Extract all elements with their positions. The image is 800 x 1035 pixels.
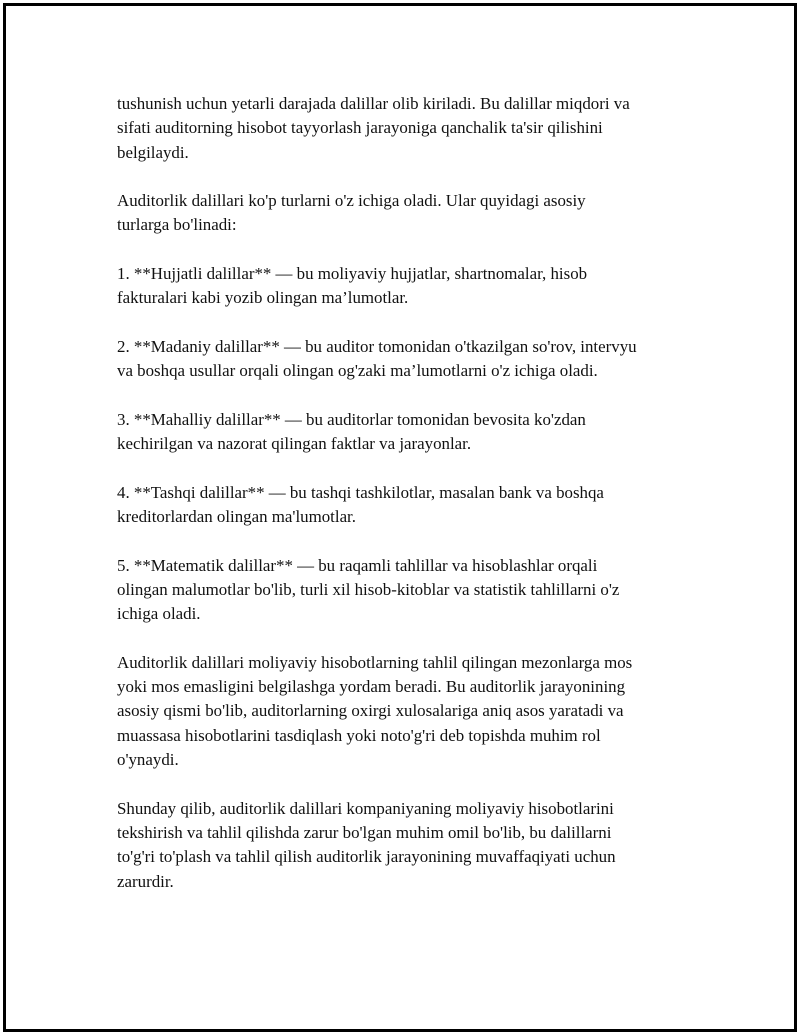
list-item-local-evidence: 3. **Mahalliy dalillar** — bu auditorlar tomonidan bevosita ko'zdan kechirilgan va nazorat qilingan faktlar va jarayonlar. <box>117 409 586 454</box>
list-item-cultural-evidence: 2. **Madaniy dalillar** — bu auditor tomonidan o'tkazilgan so'rov, intervyu va boshqa usullar orqali olingan og'zaki ma’lumotlarni o'z ichiga oladi. <box>117 336 637 381</box>
list-item-external-evidence: 4. **Tashqi dalillar** — bu tashqi tashkilotlar, masalan bank va boshqa kreditorlardan olingan ma'lumotlar. <box>117 482 604 527</box>
list-item-documentary-evidence: 1. **Hujjatli dalillar** — bu moliyaviy hujjatlar, shartnomalar, hisob fakturalari kabi yozib olingan ma’lumotlar. <box>117 264 588 308</box>
list-item-mathematical-evidence: 5. **Matematik dalillar** — bu raqamli tahlillar va hisoblashlar orqali olingan malumotlar bo'lib, turli xil hisob-kitoblar va statistik tahlillarni o'z ichiga oladi. <box>117 555 620 624</box>
paragraph-intro-continuation: tushunish uchun yetarli darajada dalillar olib kiriladi. Bu dalillar miqdori va sifati auditorning hisobot tayyorlash jarayoniga qanchalik ta'sir qilishini belgilaydi. <box>117 94 630 162</box>
document-body <box>117 92 697 894</box>
paragraph-evidence-role: Auditorlik dalillari moliyaviy hisobotlarning tahlil qilingan mezonlarga mos yoki mos emasligini belgilashga yordam beradi. Bu auditorlik jarayonining asosiy qismi bo'lib, auditorlarning oxirgi xulosalariga aniq asos yaratadi va muassasa hisobotlarini tasdiqlash yoki noto'g'ri deb topishda muhim rol o'ynaydi. <box>117 652 633 770</box>
paragraph-conclusion: Shunday qilib, auditorlik dalillari kompaniyaning moliyaviy hisobotlarini tekshirish va tahlil qilishda zarur bo'lgan muhim omil bo'lib, bu dalillarni to'g'ri to'plash va tahlil qilish auditorlik jarayonining muvaffaqiyati uchun zarurdir. <box>117 798 616 891</box>
paragraph-types-intro: Auditorlik dalillari ko'p turlarni o'z ichiga oladi. Ular quyidagi asosiy turlarga bo'linadi: <box>117 191 586 235</box>
